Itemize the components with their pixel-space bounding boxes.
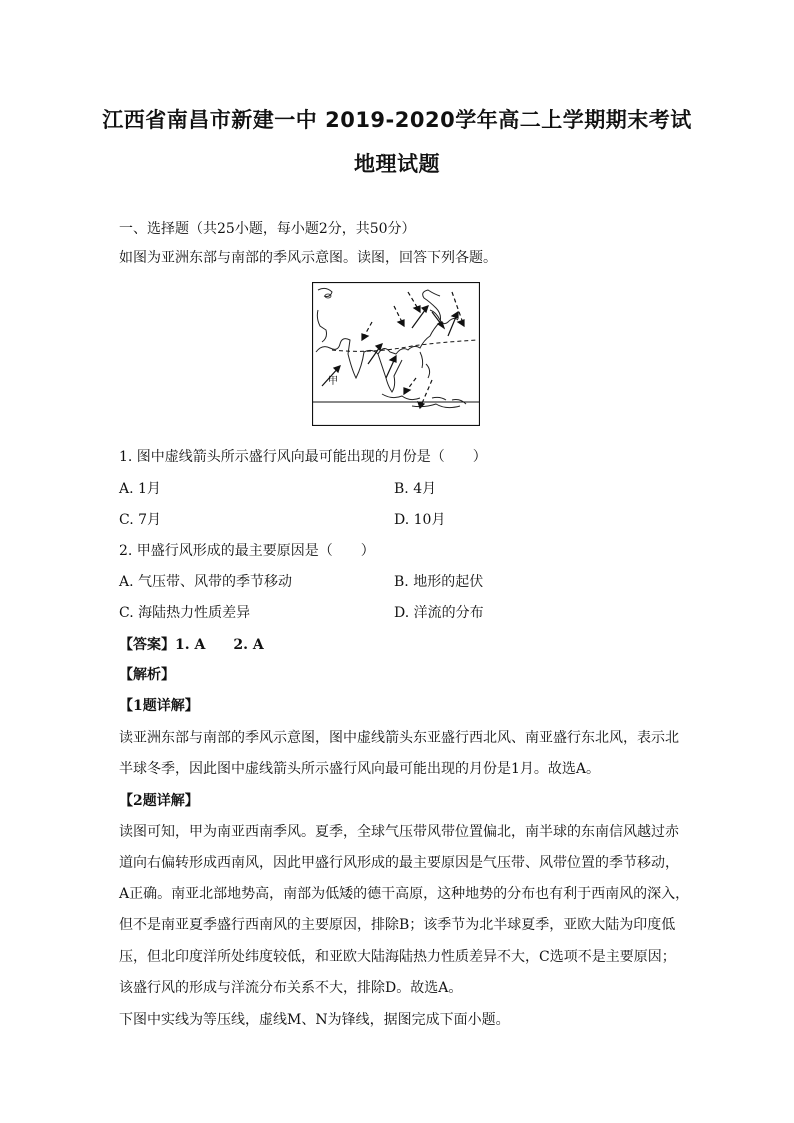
section-heading: 一、选择题（共25小题，每小题2分，共50分） — [119, 221, 416, 237]
q1-detail-line: 读亚洲东部与南部的季风示意图，图中虚线箭头东亚盛行西北风、南亚盛行东北风，表示北 — [119, 730, 679, 746]
q2-detail-line: 道向右偏转形成西南风，因此甲盛行风形成的最主要原因是气压带、风带位置的季节移动， — [119, 855, 679, 871]
question-1-option-a: A. 1月 — [119, 481, 161, 497]
q2-detail-label: 【2题详解】 — [119, 793, 199, 809]
question-2-option-d: D. 洋流的分布 — [394, 605, 484, 621]
question-1-option-d: D. 10月 — [394, 512, 446, 528]
next-question-intro: 下图中实线为等压线，虚线M、N为锋线，据图完成下面小题。 — [119, 1012, 510, 1028]
question-1-option-c: C. 7月 — [119, 512, 162, 528]
question-2-option-b: B. 地形的起伏 — [394, 574, 484, 590]
question-1-option-b: B. 4月 — [394, 481, 437, 497]
map-label-jia: 甲 — [328, 376, 338, 387]
q2-detail-line: 但不是南亚夏季盛行西南风的主要原因，排除B；该季节为北半球夏季，亚欧大陆为印度低 — [119, 917, 676, 933]
analysis-label: 【解析】 — [119, 667, 175, 683]
q2-detail-line: 读图可知，甲为南亚西南季风。夏季，全球气压带风带位置偏北，南半球的东南信风越过赤 — [119, 824, 679, 840]
q2-detail-line: 该盛行风的形成与洋流分布关系不大，排除D。故选A。 — [119, 980, 463, 996]
q2-detail-line: 压，但北印度洋所处纬度较低，和亚欧大陆海陆热力性质差异不大，C选项不是主要原因； — [119, 949, 676, 965]
monsoon-map-figure — [312, 282, 480, 426]
document-subtitle: 地理试题 — [354, 152, 440, 176]
q1-detail-line: 半球冬季，因此图中虚线箭头所示盛行风向最可能出现的月份是1月。故选A。 — [119, 761, 601, 777]
answer-line: 【答案】1. A 2. A — [119, 637, 264, 653]
question-2-option-c: C. 海陆热力性质差异 — [119, 605, 251, 621]
document-title: 江西省南昌市新建一中 2019-2020学年高二上学期期末考试 — [102, 108, 692, 132]
question-2-option-a: A. 气压带、风带的季节移动 — [119, 574, 293, 590]
question-2-stem: 2. 甲盛行风形成的最主要原因是（ ） — [119, 543, 375, 559]
monsoon-map — [312, 282, 480, 426]
q2-detail-line: A正确。南亚北部地势高，南部为低矮的德干高原，这种地势的分布也有利于西南风的深入， — [119, 886, 690, 902]
question-1-stem: 1. 图中虚线箭头所示盛行风向最可能出现的月份是（ ） — [119, 449, 487, 465]
intro-text: 如图为亚洲东部与南部的季风示意图。读图，回答下列各题。 — [119, 250, 497, 266]
q1-detail-label: 【1题详解】 — [119, 698, 199, 714]
